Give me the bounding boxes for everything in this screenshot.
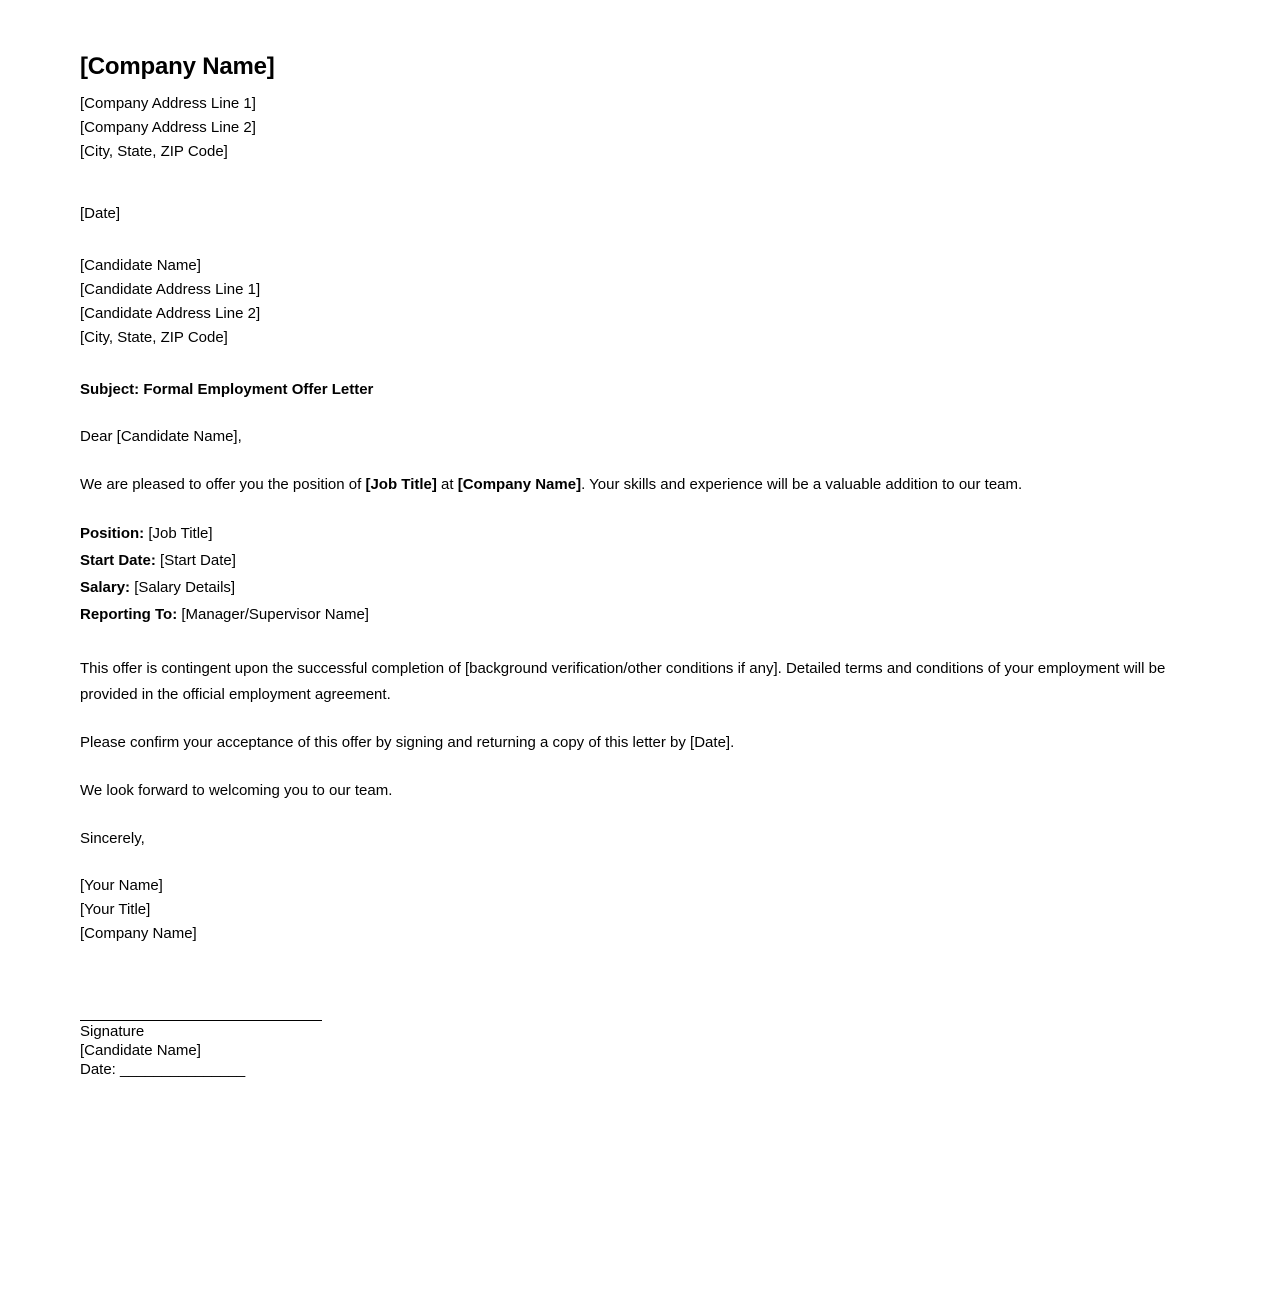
detail-label-start-date: Start Date: (80, 552, 156, 569)
closing-paragraph: We look forward to welcoming you to our team. (80, 782, 393, 799)
spacer (80, 756, 1190, 778)
signature-date-label: Date: (80, 1061, 121, 1078)
spacer (80, 402, 1190, 424)
contingency-paragraph: This offer is contingent upon the successful completion of [background verification/other conditions if any]. Detailed terms and conditions of your employment will be provided in the official employment agreement. (80, 660, 1166, 703)
detail-label-position: Position: (80, 525, 145, 542)
spacer (80, 164, 1190, 202)
intro-text-part-2: at (436, 476, 458, 493)
recipient-address-block (80, 254, 1190, 350)
sender-title: [Your Title] (80, 901, 151, 918)
candidate-city-state-zip: [City, State, ZIP Code] (80, 329, 228, 346)
spacer (80, 852, 1190, 874)
spacer (80, 350, 1190, 378)
candidate-name: [Candidate Name] (80, 257, 201, 274)
spacer (80, 804, 1190, 826)
intro-text-part-1: We are pleased to offer you the position of (80, 476, 366, 493)
spacer (80, 450, 1190, 472)
intro-text-part-3: . Your skills and experience will be a valuable addition to our team. (581, 476, 1023, 493)
signature-label: Signature (80, 1023, 145, 1040)
company-address-line-1: [Company Address Line 1] (80, 95, 256, 112)
company-city-state-zip: [City, State, ZIP Code] (80, 143, 228, 160)
candidate-address-line-2: [Candidate Address Line 2] (80, 305, 261, 322)
valediction: Sincerely, (80, 830, 145, 847)
sender-name: [Your Name] (80, 877, 163, 894)
sender-signature-block (80, 874, 1190, 946)
detail-value-reporting-to: [Manager/Supervisor Name] (177, 606, 369, 623)
letterhead (80, 52, 1190, 164)
candidate-address-line-1: [Candidate Address Line 1] (80, 281, 261, 298)
candidate-signature-area (80, 1020, 1190, 1079)
signature-date-blank: _______________ (120, 1061, 246, 1078)
spacer (80, 226, 1190, 254)
intro-paragraph (80, 472, 1190, 498)
detail-label-reporting-to: Reporting To: (80, 606, 178, 623)
spacer (80, 498, 1190, 520)
subject-line: Subject: Formal Employment Offer Letter (80, 381, 374, 398)
signature-rule (80, 1020, 322, 1021)
offer-letter-document (80, 52, 1190, 1079)
company-address-line-2: [Company Address Line 2] (80, 119, 256, 136)
spacer (80, 628, 1190, 656)
detail-value-position: [Job Title] (144, 525, 213, 542)
intro-company-name: [Company Name] (457, 476, 582, 493)
detail-row-start-date (80, 547, 1190, 574)
detail-label-salary: Salary: (80, 579, 131, 596)
signature-candidate-name: [Candidate Name] (80, 1042, 201, 1059)
spacer (80, 708, 1190, 730)
detail-value-start-date: [Start Date] (155, 552, 236, 569)
offer-details-list (80, 520, 1190, 628)
sender-company-name: [Company Name] (80, 925, 197, 942)
detail-row-position (80, 520, 1190, 547)
detail-row-reporting-to (80, 601, 1190, 628)
intro-job-title: [Job Title] (365, 476, 437, 493)
company-name: [Company Name] (80, 53, 275, 80)
detail-row-salary (80, 574, 1190, 601)
acceptance-paragraph: Please confirm your acceptance of this offer by signing and returning a copy of this letter by [Date]. (80, 734, 735, 751)
salutation: Dear [Candidate Name], (80, 428, 242, 445)
letter-date: [Date] (80, 205, 121, 222)
signature-date-row (80, 1060, 1190, 1079)
detail-value-salary: [Salary Details] (130, 579, 236, 596)
